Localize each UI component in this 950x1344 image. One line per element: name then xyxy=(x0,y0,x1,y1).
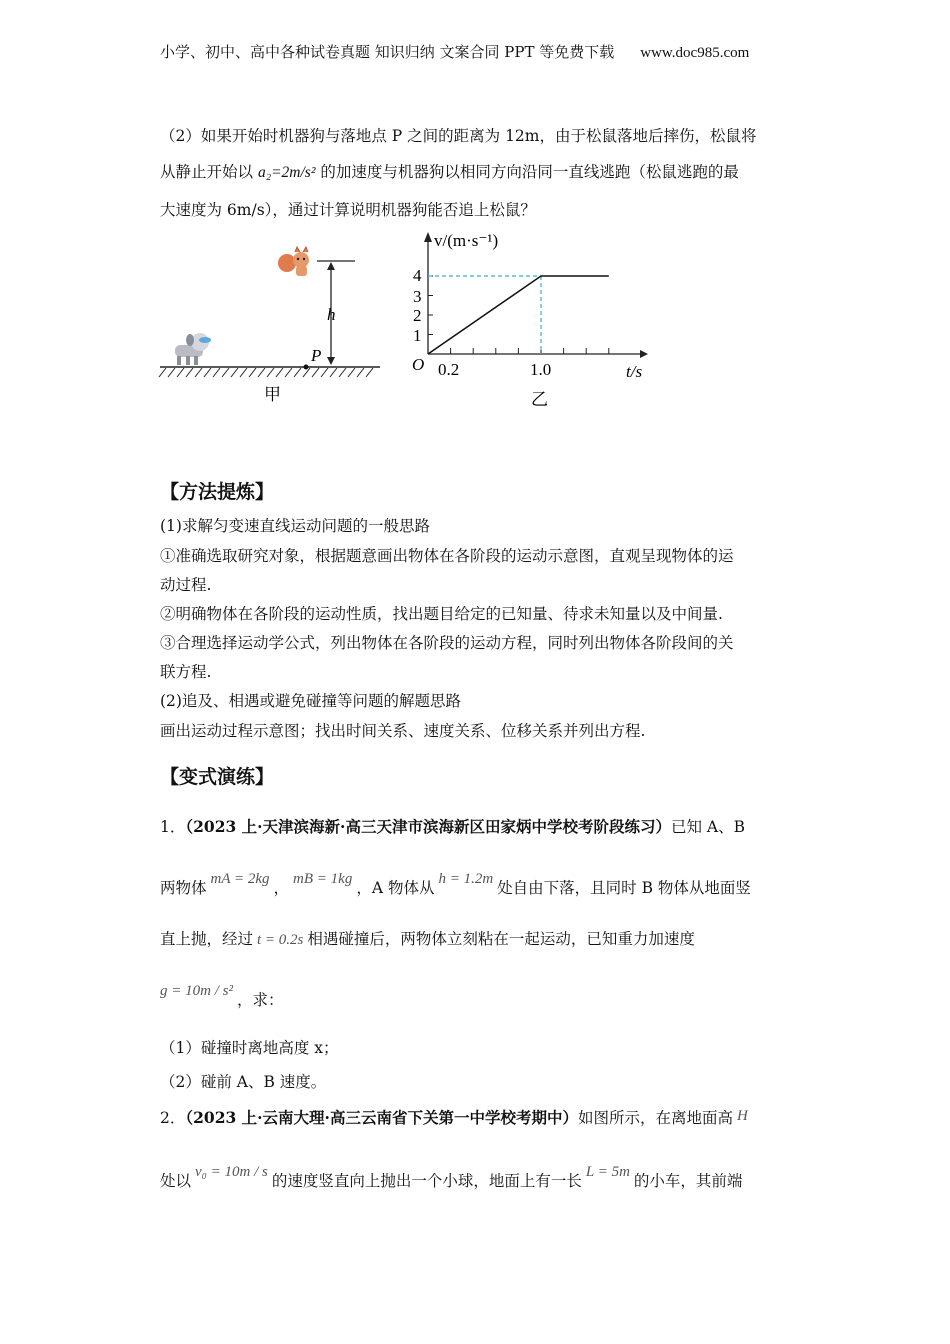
hatch-line xyxy=(159,368,166,377)
method-line: ①准确选取研究对象，根据题意画出物体在各阶段的运动示意图，直观呈现物体的运 xyxy=(160,547,734,565)
method-line: (2)追及、相遇或避免碰撞等问题的解题思路 xyxy=(160,692,461,710)
method-line: 联方程. xyxy=(160,663,212,681)
q-source: （2023 上·天津滨海新·高三天津市滨海新区田家炳中学校考阶段练习） xyxy=(185,817,671,836)
y-tick-label: 3 xyxy=(413,287,422,306)
h-label: h xyxy=(327,305,336,324)
text: 处以 xyxy=(160,1172,192,1190)
text: ， xyxy=(273,879,290,897)
hatch-line xyxy=(321,368,328,377)
q1-sub: （1）碰撞时离地高度 x； xyxy=(160,1039,339,1057)
text: ，A 物体从 xyxy=(356,879,435,897)
method-title: 【方法提炼】 xyxy=(160,481,275,503)
y-tick-label: 1 xyxy=(413,326,422,345)
formula: H xyxy=(736,1108,748,1124)
hatch-line xyxy=(231,368,238,377)
q1-line xyxy=(160,983,284,1010)
hatch-line xyxy=(294,368,301,377)
text: 的加速度与机器狗以相同方向沿同一直线逃跑（松鼠逃跑的最 xyxy=(315,163,739,181)
text: ，求： xyxy=(236,991,284,1009)
text: 从静止开始以 xyxy=(160,163,258,181)
formula: t = 0.2s xyxy=(257,932,304,948)
hatch-line xyxy=(357,368,364,377)
header-url[interactable]: www.doc985.com xyxy=(640,45,750,61)
q1-line xyxy=(160,871,751,898)
graph-marks xyxy=(428,276,609,354)
hatch-line xyxy=(177,368,184,377)
q-number: 1． xyxy=(160,818,186,836)
squirrel-icon xyxy=(278,247,309,276)
q1-line xyxy=(160,927,695,949)
hatch-line xyxy=(186,368,193,377)
formula-a2: a₂=2m/s² xyxy=(257,164,316,181)
q-source: （2023 上·云南大理·高三云南省下关第一中学校考期中） xyxy=(185,1108,578,1127)
y-axis-label: v/(m·s⁻¹) xyxy=(434,231,499,250)
x-tick-label: 0.2 xyxy=(438,360,460,379)
hatch-line xyxy=(222,368,229,377)
formula: mA = 2kg xyxy=(210,871,270,887)
hatch-line xyxy=(195,368,202,377)
text: 的小车，其前端 xyxy=(633,1172,743,1190)
method-line: ②明确物体在各阶段的运动性质，找出题目给定的已知量、待求未知量以及中间量. xyxy=(160,605,723,623)
point-p xyxy=(304,365,309,370)
hatch-line xyxy=(339,368,346,377)
text: 两物体 xyxy=(160,879,207,897)
hatch-line xyxy=(366,368,373,377)
caption-left: 甲 xyxy=(264,385,281,404)
figure xyxy=(0,0,950,420)
q2-line xyxy=(160,1106,752,1128)
hatch-line xyxy=(213,368,220,377)
hatch-line xyxy=(258,368,265,377)
problem-line: （2）如果开始时机器狗与落地点 P 之间的距离为 12m，由于松鼠落地后摔伤，松鼠将 xyxy=(160,127,757,145)
method-line: ③合理选择运动学公式，列出物体在各阶段的运动方程，同时列出物体各阶段间的关 xyxy=(160,634,734,652)
x-axis-arrow xyxy=(640,350,648,358)
method-line: (1)求解匀变速直线运动问题的一般思路 xyxy=(160,517,430,535)
origin-label: O xyxy=(412,355,425,374)
hatch-line xyxy=(240,368,247,377)
formula: L = 5m xyxy=(585,1164,630,1180)
q1-line xyxy=(160,815,745,837)
hatch-line xyxy=(330,368,337,377)
hatch-line xyxy=(168,368,175,377)
text: 直上抛，经过 xyxy=(160,930,254,948)
text: 相遇碰撞后，两物体立刻粘在一起运动，已知重力加速度 xyxy=(307,930,695,948)
hatch-line xyxy=(267,368,274,377)
text: 处自由下落，且同时 B 物体从地面竖 xyxy=(497,879,751,897)
hatch-line xyxy=(348,368,355,377)
text: 已知 A、B xyxy=(670,818,745,836)
hatch-line xyxy=(204,368,211,377)
hatch-line xyxy=(276,368,283,377)
header-text: 小学、初中、高中各种试卷真题 知识归纳 文案合同 PPT 等免费下载 xyxy=(160,43,615,61)
formula: mB = 1kg xyxy=(293,871,353,887)
method-line: 动过程. xyxy=(160,576,212,594)
text: 如图所示，在离地面高 xyxy=(577,1109,733,1127)
hatch-line xyxy=(312,368,319,377)
text: 的速度竖直向上抛出一个小球，地面上有一长 xyxy=(271,1172,582,1190)
hatch-line xyxy=(249,368,256,377)
p-label: P xyxy=(311,346,322,365)
y-tick-label: 2 xyxy=(413,306,422,325)
practice-title: 【变式演练】 xyxy=(160,766,275,788)
x-tick-label: 1.0 xyxy=(530,360,552,379)
y-axis-arrow xyxy=(424,232,432,242)
q1-sub: （2）碰前 A、B 速度。 xyxy=(160,1073,327,1091)
formula: v₀ = 10m / s xyxy=(195,1164,268,1180)
robot-dog-icon xyxy=(175,333,211,365)
hatch-line xyxy=(285,368,292,377)
formula: g = 10m / s² xyxy=(160,983,233,999)
y-tick-label: 4 xyxy=(413,266,422,285)
problem-line: 大速度为 6m/s），通过计算说明机器狗能否追上松鼠？ xyxy=(160,201,536,219)
velocity-line xyxy=(428,276,609,354)
method-line: 画出运动过程示意图；找出时间关系、速度关系、位移关系并列出方程. xyxy=(160,722,646,740)
q-number: 2． xyxy=(160,1109,186,1127)
ground-hatch xyxy=(159,368,373,377)
q2-line xyxy=(160,1164,743,1191)
formula: h = 1.2m xyxy=(438,871,494,887)
x-axis-label: t/s xyxy=(626,362,643,381)
caption-right: 乙 xyxy=(531,390,548,409)
